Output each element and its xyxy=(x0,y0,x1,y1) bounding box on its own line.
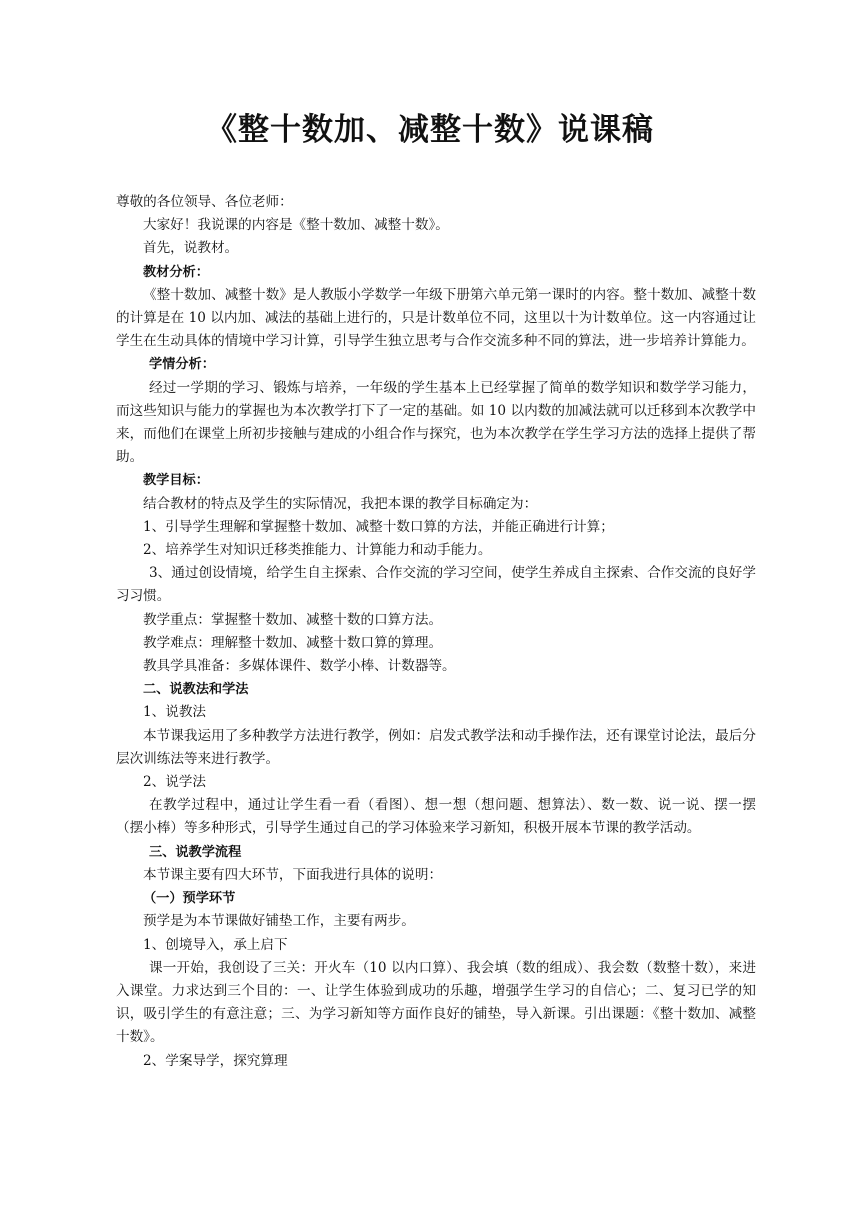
section-heading: （一）预学环节 xyxy=(143,891,236,907)
subheading: 1、创境导入，承上启下 xyxy=(143,936,288,953)
paragraph: 预学是为本节课做好铺垫工作，主要有两步。 xyxy=(143,913,415,930)
paragraph: 在教学过程中，通过让学生看一看（看图）、想一想（想问题、想算法）、数一数、说一说、摆一摆（摆小棒）等多种形式，引导学生通过自己的学习体验来学习新知，积极开展本节课的教学活动。 xyxy=(116,797,756,837)
list-item: 3、通过创设情境，给学生自主探索、合作交流的学习空间，使学生养成自主探索、合作交流的良好学习习惯。 xyxy=(116,565,756,605)
subheading: 2、说学法 xyxy=(143,774,207,791)
section-heading: 三、说教学流程 xyxy=(149,844,242,860)
section-heading: 二、说教法和学法 xyxy=(143,682,249,698)
list-item: 2、培养学生对知识迁移类推能力、计算能力和动手能力。 xyxy=(143,542,492,559)
list-item: 1、引导学生理解和掌握整十数加、减整十数口算的方法，并能正确进行计算； xyxy=(143,518,614,535)
paragraph: 教学难点：理解整十数加、减整十数口算的算理。 xyxy=(143,634,443,651)
paragraph: 结合教材的特点及学生的实际情况，我把本课的教学目标确定为： xyxy=(143,495,538,512)
paragraph: 教学重点：掌握整十数加、减整十数的口算方法。 xyxy=(143,611,443,628)
paragraph: 首先，说教材。 xyxy=(143,240,239,257)
paragraph: 大家好！我说课的内容是《整十数加、减整十数》。 xyxy=(143,217,449,234)
document-title: 《整十数加、减整十数》说课稿 xyxy=(206,112,654,148)
section-heading: 教材分析： xyxy=(143,264,209,280)
section-heading: 教学目标： xyxy=(143,473,209,489)
subheading: 2、学案导学，探究算理 xyxy=(143,1052,288,1069)
paragraph: 《整十数加、减整十数》是人教版小学数学一年级下册第六单元第一课时的内容。整十数加、减整十数的计算是在 10 以内加、减法的基础上进行的，只是计数单位不同，这里以十为计数单位。这一内容通过让学生在生动具体的情境中学习计算，引导学生独立思考与合作交流多种不同的算法，进一步培养计算能力。 xyxy=(116,286,756,350)
subheading: 1、说教法 xyxy=(143,704,207,721)
paragraph: 本节课我运用了多种教学方法进行教学，例如：启发式教学法和动手操作法，还有课堂讨论法，最后分层次训练法等来进行教学。 xyxy=(116,727,756,767)
paragraph: 经过一学期的学习、锻炼与培养，一年级的学生基本上已经掌握了简单的数学知识和数学学习能力，而这些知识与能力的掌握也为本次教学打下了一定的基础。如 10 以内数的加减法就可以迁移到本次教学中来，而他们在课堂上所初步接触与建成的小组合作与探究，也为本次教学在学生学习方法的选择上提供了帮助。 xyxy=(116,379,756,466)
document-body xyxy=(116,191,756,1073)
greeting: 尊敬的各位领导、各位老师： xyxy=(116,194,293,210)
paragraph: 本节课主要有四大环节，下面我进行具体的说明： xyxy=(143,866,443,883)
paragraph: 教具学具准备：多媒体课件、数学小棒、计数器等。 xyxy=(143,658,456,675)
section-heading: 学情分析： xyxy=(149,357,215,373)
paragraph: 课一开始，我创设了三关：开火车（10 以内口算）、我会填（数的组成）、我会数（数整十数），来进入课堂。力求达到三个目的：一、让学生体验到成功的乐趣，增强学生学习的自信心；二、复习已学的知识，吸引学生的有意注意；三、为学习新知等方面作良好的铺垫，导入新课。引出课题：《整十数加、减整十数》。 xyxy=(116,959,756,1046)
